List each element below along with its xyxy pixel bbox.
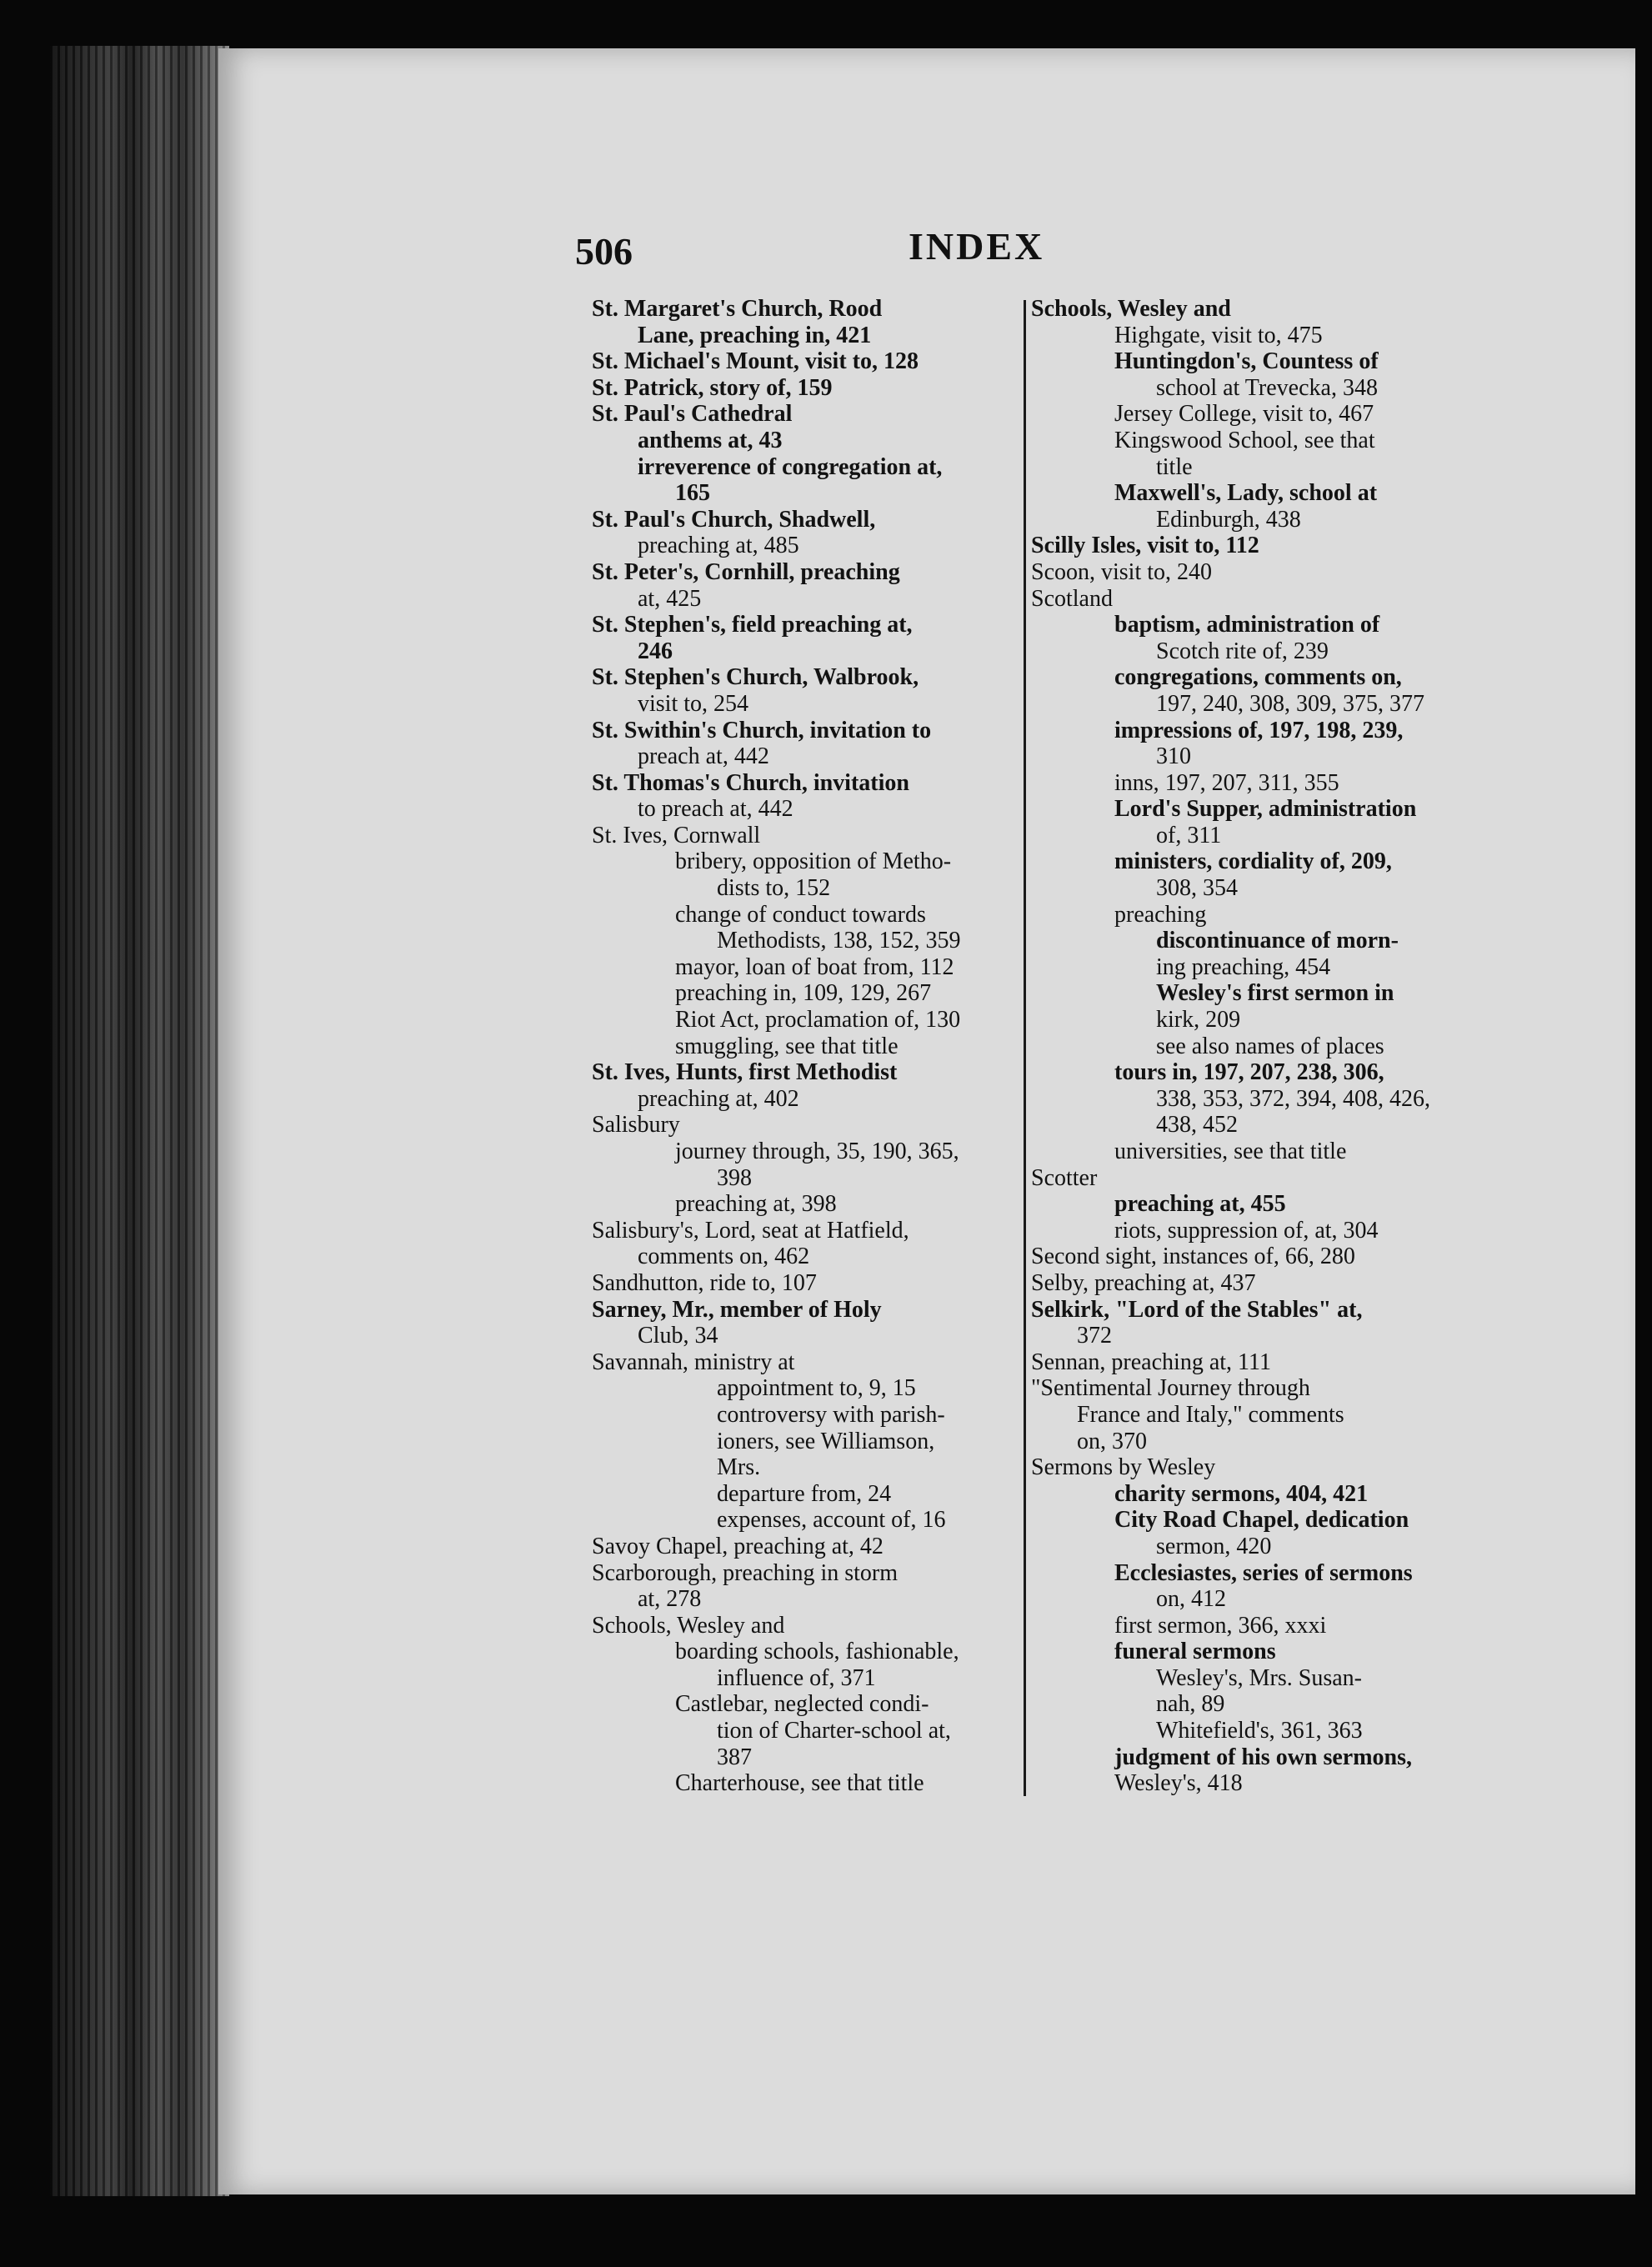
index-entry: Edinburgh, 438 (1156, 506, 1301, 533)
index-entry: judgment of his own sermons, (1114, 1744, 1413, 1770)
index-entry: influence of, 371 (717, 1664, 876, 1691)
index-entry: Mrs. (717, 1454, 761, 1481)
index-entry: 197, 240, 308, 309, 375, 377 (1156, 690, 1424, 717)
index-entry: St. Patrick, story of, 159 (592, 374, 833, 401)
index-entry: Riot Act, proclamation of, 130 (675, 1007, 961, 1033)
index-entry: of, 311 (1156, 822, 1222, 848)
index-entry: preaching at, 402 (638, 1085, 799, 1112)
index-entry: nah, 89 (1156, 1691, 1225, 1718)
spine-texture (50, 46, 229, 2196)
index-entry: ing preaching, 454 (1156, 953, 1331, 980)
index-entry: controversy with parish- (717, 1401, 945, 1428)
index-entry: 398 (717, 1164, 752, 1191)
index-entry: title (1156, 453, 1193, 480)
index-entry: Schools, Wesley and (1031, 296, 1231, 322)
index-entry: St. Stephen's Church, Walbrook, (592, 664, 919, 691)
index-entry: dists to, 152 (717, 875, 831, 902)
index-entry: Lane, preaching in, 421 (638, 322, 872, 348)
index-entry: ioners, see Williamson, (717, 1428, 935, 1454)
index-entry: Jersey College, visit to, 467 (1114, 401, 1374, 428)
index-entry: Ecclesiastes, series of sermons (1114, 1559, 1413, 1586)
index-entry: Scoon, visit to, 240 (1031, 558, 1213, 585)
index-entry: tion of Charter-school at, (717, 1718, 951, 1744)
index-entry: St. Ives, Cornwall (592, 822, 761, 848)
index-entry: Methodists, 138, 152, 359 (717, 928, 961, 954)
index-entry: riots, suppression of, at, 304 (1114, 1217, 1379, 1244)
index-entry: boarding schools, fashionable, (675, 1639, 959, 1665)
index-entry: Sennan, preaching at, 111 (1031, 1349, 1271, 1375)
index-entry: Charterhouse, see that title (675, 1770, 924, 1797)
index-entry: 165 (675, 480, 710, 507)
index-entry: Lord's Supper, administration (1114, 796, 1417, 823)
index-entry: Salisbury (592, 1112, 680, 1139)
index-entry: departure from, 24 (717, 1480, 892, 1507)
index-entry: preaching at, 398 (675, 1191, 837, 1218)
index-column-left (592, 296, 999, 1797)
index-entry: 246 (638, 638, 673, 664)
running-title: INDEX (909, 225, 1045, 268)
index-entry: Highgate, visit to, 475 (1114, 322, 1323, 348)
index-entry: 310 (1156, 743, 1191, 770)
index-entry: at, 278 (638, 1586, 702, 1613)
index-entry: journey through, 35, 190, 365, (675, 1139, 959, 1164)
index-entry: Salisbury's, Lord, seat at Hatfield, (592, 1217, 909, 1244)
index-entry: France and Italy," comments (1077, 1401, 1344, 1428)
index-entry: Maxwell's, Lady, school at (1114, 480, 1378, 507)
index-entry: Castlebar, neglected condi- (675, 1691, 929, 1718)
index-entry: St. Ives, Hunts, first Methodist (592, 1059, 898, 1086)
index-entry: tours in, 197, 207, 238, 306, (1114, 1059, 1384, 1086)
index-entry: Wesley's, Mrs. Susan- (1156, 1664, 1362, 1691)
index-entry: St. Stephen's, field preaching at, (592, 612, 913, 638)
index-entry: discontinuance of morn- (1156, 928, 1399, 954)
index-column-right (1031, 296, 1464, 1797)
index-entry: Savannah, ministry at (592, 1349, 795, 1375)
page-number: 506 (575, 230, 633, 273)
column-divider (1024, 300, 1026, 1796)
index-entry: sermon, 420 (1156, 1533, 1272, 1559)
index-entry: Savoy Chapel, preaching at, 42 (592, 1533, 884, 1559)
index-entry: Sermons by Wesley (1031, 1454, 1216, 1481)
index-entry: Club, 34 (638, 1323, 718, 1349)
index-entry: school at Trevecka, 348 (1156, 374, 1378, 401)
index-entry: funeral sermons (1114, 1639, 1276, 1665)
index-entry: preaching in, 109, 129, 267 (675, 980, 932, 1007)
index-entry: Second sight, instances of, 66, 280 (1031, 1244, 1355, 1270)
index-entry: universities, see that title (1114, 1139, 1347, 1164)
index-entry: first sermon, 366, xxxi (1114, 1612, 1327, 1639)
index-entry: City Road Chapel, dedication (1114, 1507, 1409, 1534)
page-header (575, 225, 1117, 288)
index-entry: Selby, preaching at, 437 (1031, 1269, 1256, 1296)
index-entry: 338, 353, 372, 394, 408, 426, (1156, 1085, 1430, 1112)
index-entry: "Sentimental Journey through (1031, 1375, 1310, 1402)
index-entry: appointment to, 9, 15 (717, 1375, 916, 1402)
index-entry: Selkirk, "Lord of the Stables" at, (1031, 1296, 1363, 1323)
index-entry: preaching (1114, 901, 1207, 928)
index-entry: change of conduct towards (675, 901, 926, 928)
index-entry: kirk, 209 (1156, 1007, 1241, 1033)
index-entry: Whitefield's, 361, 363 (1156, 1718, 1363, 1744)
index-entry: impressions of, 197, 198, 239, (1114, 717, 1404, 743)
index-entry: St. Paul's Church, Shadwell, (592, 506, 876, 533)
index-entry: Sarney, Mr., member of Holy (592, 1296, 882, 1323)
index-entry: anthems at, 43 (638, 427, 783, 453)
index-entry: Kingswood School, see that (1114, 427, 1375, 453)
index-entry: St. Swithin's Church, invitation to (592, 717, 932, 743)
index-entry: bribery, opposition of Metho- (675, 848, 952, 875)
index-entry: mayor, loan of boat from, 112 (675, 953, 954, 980)
index-entry: charity sermons, 404, 421 (1114, 1480, 1369, 1507)
index-entry: at, 425 (638, 585, 702, 612)
index-entry: expenses, account of, 16 (717, 1507, 946, 1534)
index-entry: congregations, comments on, (1114, 664, 1402, 691)
index-entry: Wesley's, 418 (1114, 1770, 1243, 1797)
index-entry: Huntingdon's, Countess of (1114, 348, 1379, 375)
index-entry: preach at, 442 (638, 743, 769, 770)
index-entry: St. Margaret's Church, Rood (592, 296, 883, 322)
index-entry: Scotch rite of, 239 (1156, 638, 1329, 664)
index-entry: see also names of places (1156, 1033, 1384, 1059)
index-entry: St. Michael's Mount, visit to, 128 (592, 348, 919, 375)
index-entry: Scilly Isles, visit to, 112 (1031, 533, 1259, 559)
index-entry: preaching at, 455 (1114, 1191, 1286, 1218)
index-entry: 308, 354 (1156, 875, 1238, 902)
index-entry: comments on, 462 (638, 1244, 810, 1270)
index-entry: Scotland (1031, 585, 1113, 612)
index-entry: 387 (717, 1744, 752, 1770)
index-entry: St. Peter's, Cornhill, preaching (592, 558, 900, 585)
index-entry: Scotter (1031, 1164, 1098, 1191)
index-entry: inns, 197, 207, 311, 355 (1114, 769, 1339, 796)
index-entry: 372 (1077, 1323, 1112, 1349)
index-entry: visit to, 254 (638, 690, 749, 717)
index-entry: preaching at, 485 (638, 533, 799, 559)
index-entry: irreverence of congregation at, (638, 453, 943, 480)
index-entry: to preach at, 442 (638, 796, 793, 823)
index-entry: St. Thomas's Church, invitation (592, 769, 909, 796)
index-entry: smuggling, see that title (675, 1033, 899, 1059)
index-entry: Wesley's first sermon in (1156, 980, 1394, 1007)
index-entry: on, 370 (1077, 1428, 1147, 1454)
index-entry: baptism, administration of (1114, 612, 1380, 638)
index-entry: 438, 452 (1156, 1112, 1238, 1139)
index-entry: St. Paul's Cathedral (592, 401, 793, 428)
index-entry: ministers, cordiality of, 209, (1114, 848, 1392, 875)
index-entry: Sandhutton, ride to, 107 (592, 1269, 817, 1296)
index-entry: Scarborough, preaching in storm (592, 1559, 899, 1586)
index-entry: Schools, Wesley and (592, 1612, 785, 1639)
index-entry: on, 412 (1156, 1586, 1226, 1613)
